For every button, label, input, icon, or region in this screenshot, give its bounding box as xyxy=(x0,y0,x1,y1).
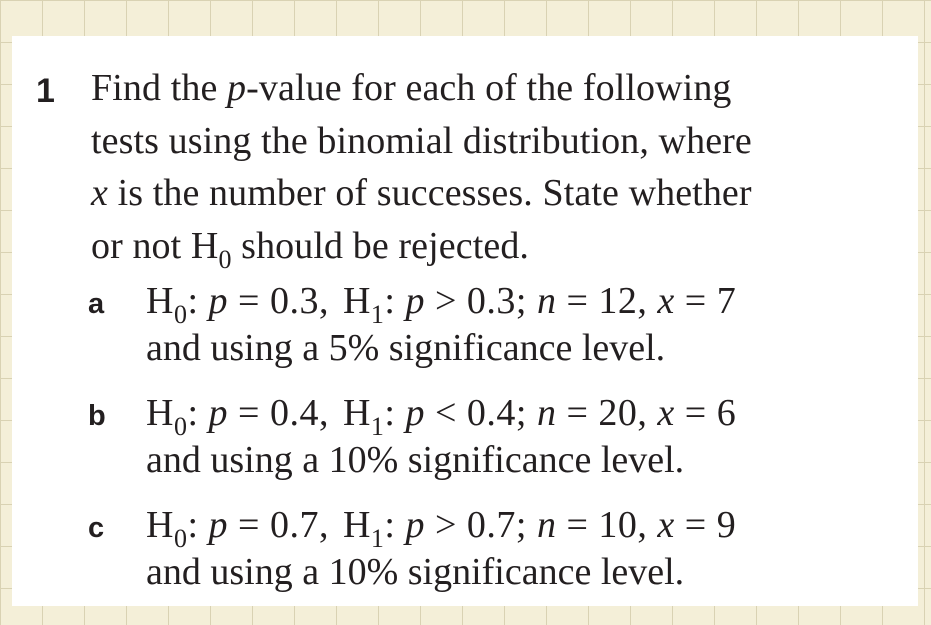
h1-symbol: H xyxy=(342,504,371,546)
h0-colon: : xyxy=(187,504,209,546)
n-variable: n xyxy=(536,504,557,546)
h0-subscript: 0 xyxy=(173,524,188,553)
stem-line-1 xyxy=(91,62,901,115)
part-body xyxy=(146,390,736,484)
h1-subscript: 1 xyxy=(370,300,385,329)
h1-variable: p xyxy=(405,280,425,322)
significance-line: and using a 10% significance level. xyxy=(146,439,685,481)
h0-colon: : xyxy=(187,280,209,322)
h1-colon: : xyxy=(384,280,406,322)
significance-line: and using a 10% significance level. xyxy=(146,551,685,593)
n-value: = 12, xyxy=(556,280,658,322)
question-card xyxy=(12,36,918,606)
h0-variable: p xyxy=(208,280,229,322)
part-body xyxy=(146,278,736,372)
stem-text: Find the xyxy=(91,67,228,109)
h0-subscript: 0 xyxy=(173,300,188,329)
h1-colon: : xyxy=(384,392,406,434)
h1-relation: < 0.4; xyxy=(424,392,537,434)
question-number: 1 xyxy=(36,72,55,110)
n-value: = 20, xyxy=(556,392,658,434)
h1-symbol: H xyxy=(342,392,371,434)
h1-colon: : xyxy=(384,504,406,546)
stem-variable-x: x xyxy=(91,172,108,214)
h0-symbol: H xyxy=(146,280,174,322)
x-variable: x xyxy=(657,392,675,434)
x-value: = 6 xyxy=(674,392,737,434)
h0-relation: = 0.3, xyxy=(228,280,329,322)
stem-subscript: 0 xyxy=(218,244,232,274)
stem-text: or not H xyxy=(91,224,219,267)
stem-text: is the number of successes. State whether xyxy=(107,172,752,214)
hypotheses-line xyxy=(146,278,737,329)
part-label: b xyxy=(88,400,106,432)
stem-line-4 xyxy=(91,220,901,273)
significance-line: and using a 5% significance level. xyxy=(146,327,666,369)
stem-text: -value for each of the following xyxy=(246,67,732,109)
h0-colon: : xyxy=(187,392,209,434)
question-stem xyxy=(91,62,901,272)
x-variable: x xyxy=(657,504,675,546)
stem-text: should be rejected. xyxy=(231,224,530,267)
part-body xyxy=(146,502,736,596)
h1-subscript: 1 xyxy=(370,524,385,553)
x-value: = 9 xyxy=(674,504,737,546)
x-variable: x xyxy=(657,280,675,322)
h0-symbol: H xyxy=(146,392,174,434)
n-variable: n xyxy=(536,392,557,434)
stem-variable-p: p xyxy=(227,67,247,109)
h1-symbol: H xyxy=(342,280,371,322)
x-value: = 7 xyxy=(674,280,737,322)
h0-variable: p xyxy=(208,392,229,434)
h1-relation: > 0.3; xyxy=(424,280,537,322)
h1-variable: p xyxy=(405,504,425,546)
h0-symbol: H xyxy=(146,504,174,546)
h0-variable: p xyxy=(208,504,229,546)
stem-line-3 xyxy=(91,167,901,220)
h1-variable: p xyxy=(405,392,425,434)
hypotheses-line xyxy=(146,390,737,441)
h1-subscript: 1 xyxy=(370,412,385,441)
h1-relation: > 0.7; xyxy=(424,504,537,546)
h0-relation: = 0.4, xyxy=(228,392,329,434)
stem-line-2: tests using the binomial distribution, where xyxy=(91,119,752,162)
part-label: c xyxy=(88,512,105,544)
n-value: = 10, xyxy=(556,504,658,546)
hypotheses-line xyxy=(146,502,737,553)
n-variable: n xyxy=(536,280,557,322)
h0-relation: = 0.7, xyxy=(228,504,329,546)
h0-subscript: 0 xyxy=(173,412,188,441)
part-label: a xyxy=(88,288,105,320)
